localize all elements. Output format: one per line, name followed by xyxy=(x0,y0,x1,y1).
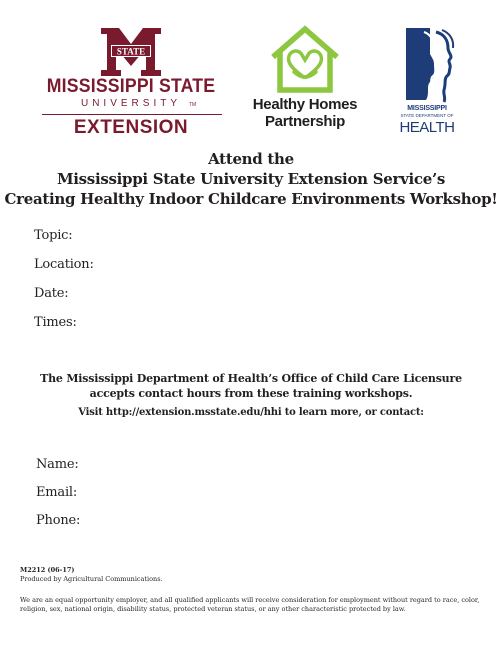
msu-divider xyxy=(42,114,222,115)
licensure-notice-line-2: accepts contact hours from these training workshops. xyxy=(89,387,413,400)
heading-line-1: Attend the xyxy=(208,150,294,168)
msu-wordmark: MISSISSIPPI STATE xyxy=(46,76,216,97)
msdh-department: STATE DEPARTMENT OF xyxy=(400,113,454,118)
msu-m-shield-icon xyxy=(99,26,163,78)
msdh-name: MISSISSIPPI xyxy=(407,105,447,112)
equal-opportunity-line-2: religion, sex, national origin, disability status, protected veteran status, or any other characteristic protected by law. xyxy=(20,605,406,613)
topic-label: Topic: xyxy=(34,228,73,243)
msu-extension-logo xyxy=(38,26,224,136)
msdh-health: HEALTH xyxy=(399,119,455,136)
hhp-line-1: Healthy Homes xyxy=(252,96,358,113)
email-label: Email: xyxy=(36,485,78,500)
equal-opportunity-line-1: We are an equal opportunity employer, and all qualified applicants will receive consideration for employment without regard to race, color, xyxy=(20,596,480,604)
hhp-line-2: Partnership xyxy=(264,113,346,130)
house-heart-icon xyxy=(267,24,343,94)
location-label: Location: xyxy=(34,257,94,272)
licensure-notice-line-1: The Mississippi Department of Health’s Office of Child Care Licensure xyxy=(40,372,462,385)
profile-faces-icon xyxy=(400,24,456,106)
name-label: Name: xyxy=(36,457,79,472)
msu-shield-text: STATE xyxy=(116,46,146,57)
heading-line-3: Creating Healthy Indoor Childcare Environments Workshop! xyxy=(4,190,498,208)
visit-link-line: Visit http://extension.msstate.edu/hhi to learn more, or contact: xyxy=(78,407,424,418)
healthy-homes-logo xyxy=(250,24,360,136)
publication-code: M2212 (06-17) xyxy=(20,566,75,574)
msu-extension-text: EXTENSION xyxy=(73,117,189,138)
phone-label: Phone: xyxy=(36,513,81,528)
produced-by: Produced by Agricultural Communications. xyxy=(20,575,163,583)
msu-university-text: UNIVERSITY xyxy=(80,98,181,109)
times-label: Times: xyxy=(34,315,77,330)
heading-line-2: Mississippi State University Extension Service’s xyxy=(56,170,446,188)
msu-trademark: TM xyxy=(189,102,197,108)
msdh-logo xyxy=(396,24,458,136)
date-label: Date: xyxy=(34,286,69,301)
